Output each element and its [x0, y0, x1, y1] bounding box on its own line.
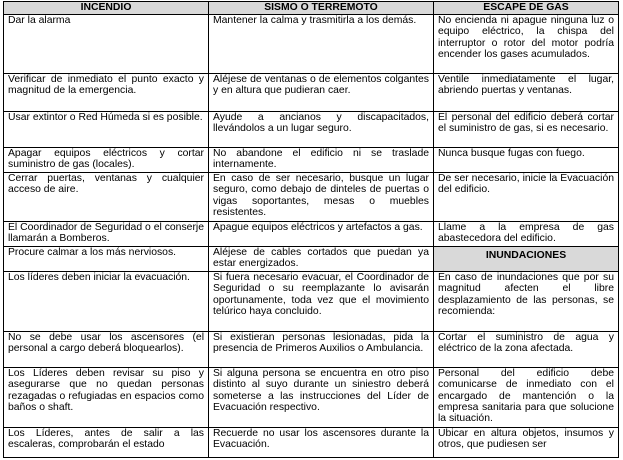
cell-gas: Ventile inmediatamente el lugar, abriendo puertas y ventanas. — [434, 74, 619, 112]
cell-incendio: Dar la alarma — [4, 15, 209, 74]
header-row — [4, 2, 619, 15]
cell-incendio: Verificar de inmediato el punto exacto y magnitud de la emergencia. — [4, 74, 209, 112]
cell-gas: No encienda ni apague ninguna luz o equipo eléctrico, la chispa del interruptor o rotor del motor podría encender los gases acumulados. — [434, 15, 619, 74]
cell-incendio: No se debe usar los ascensores (el personal a cargo deberá bloquearlos). — [4, 331, 209, 367]
cell-gas: El personal del edificio deberá cortar el suministro de gas, si es necesario. — [434, 112, 619, 148]
table-row — [4, 331, 619, 367]
table-row — [4, 74, 619, 112]
cell-incendio: Cerrar puertas, ventanas y cualquier acceso de aire. — [4, 173, 209, 222]
table-row — [4, 222, 619, 247]
table-row — [4, 15, 619, 74]
cell-sismo: Ayude a ancianos y discapacitados, llevándolos a un lugar seguro. — [209, 112, 434, 148]
table-row — [4, 173, 619, 222]
table-row — [4, 148, 619, 173]
table-row — [4, 271, 619, 331]
cell-sismo: Recuerde no usar los ascensores durante la Evacuación. — [209, 427, 434, 457]
cell-incendio: Los Líderes, antes de salir a las escaleras, comprobarán el estado — [4, 427, 209, 457]
cell-gas: Ubicar en altura objetos, insumos y otros, que pudiesen ser — [434, 427, 619, 457]
header-escape-gas: ESCAPE DE GAS — [434, 2, 619, 15]
cell-sismo: Aléjese de ventanas o de elementos colgantes y en altura que pudieran caer. — [209, 74, 434, 112]
table-row — [4, 247, 619, 272]
cell-sismo: Aléjese de cables cortados que puedan ya estar energizados. — [209, 247, 434, 272]
header-sismo: SISMO O TERREMOTO — [209, 2, 434, 15]
header-incendio: INCENDIO — [4, 2, 209, 15]
cell-gas: Cortar el suministro de agua y eléctrico de la zona afectada. — [434, 331, 619, 367]
cell-sismo: Apague equipos eléctricos y artefactos a gas. — [209, 222, 434, 247]
header-inundaciones: INUNDACIONES — [434, 247, 619, 272]
table-row — [4, 367, 619, 427]
cell-sismo: Si existieran personas lesionadas, pida la presencia de Primeros Auxilios o Ambulancia. — [209, 331, 434, 367]
cell-sismo: Si alguna persona se encuentra en otro piso distinto al suyo durante un siniestro deberá someterse a las instrucciones del Líder de Evacuación respectivo. — [209, 367, 434, 427]
cell-gas: En caso de inundaciones que por su magnitud afecten el libre desplazamiento de las personas, se recomienda: — [434, 271, 619, 331]
cell-gas: Personal del edificio debe comunicarse de inmediato con el encargado de mantención o la empresa sanitaria para que solucione la situación. — [434, 367, 619, 427]
cell-incendio: Los Líderes deben revisar su piso y asegurarse que no quedan personas rezagadas o refugiadas en espacios como baños o shaft. — [4, 367, 209, 427]
cell-gas: Nunca busque fugas con fuego. — [434, 148, 619, 173]
cell-sismo: Si fuera necesario evacuar, el Coordinador de Seguridad o su reemplazante lo avisarán oportunamente, toda vez que el movimiento telúrico haya concluido. — [209, 271, 434, 331]
cell-sismo: No abandone el edificio ni se traslade internamente. — [209, 148, 434, 173]
table-row — [4, 427, 619, 457]
cell-gas: De ser necesario, inicie la Evacuación del edificio. — [434, 173, 619, 222]
emergency-procedures-table — [3, 1, 619, 458]
cell-incendio: Procure calmar a los más nerviosos. — [4, 247, 209, 272]
table-row — [4, 112, 619, 148]
cell-sismo: Mantener la calma y trasmitirla a los demás. — [209, 15, 434, 74]
cell-incendio: El Coordinador de Seguridad o el conserje llamarán a Bomberos. — [4, 222, 209, 247]
cell-incendio: Usar extintor o Red Húmeda si es posible. — [4, 112, 209, 148]
cell-incendio: Los líderes deben iniciar la evacuación. — [4, 271, 209, 331]
cell-sismo: En caso de ser necesario, busque un lugar seguro, como debajo de dinteles de puertas o vigas soportantes, mesas o muebles resistentes. — [209, 173, 434, 222]
cell-incendio: Apagar equipos eléctricos y cortar suministro de gas (locales). — [4, 148, 209, 173]
cell-gas: Llame a la empresa de gas abastecedora del edificio. — [434, 222, 619, 247]
